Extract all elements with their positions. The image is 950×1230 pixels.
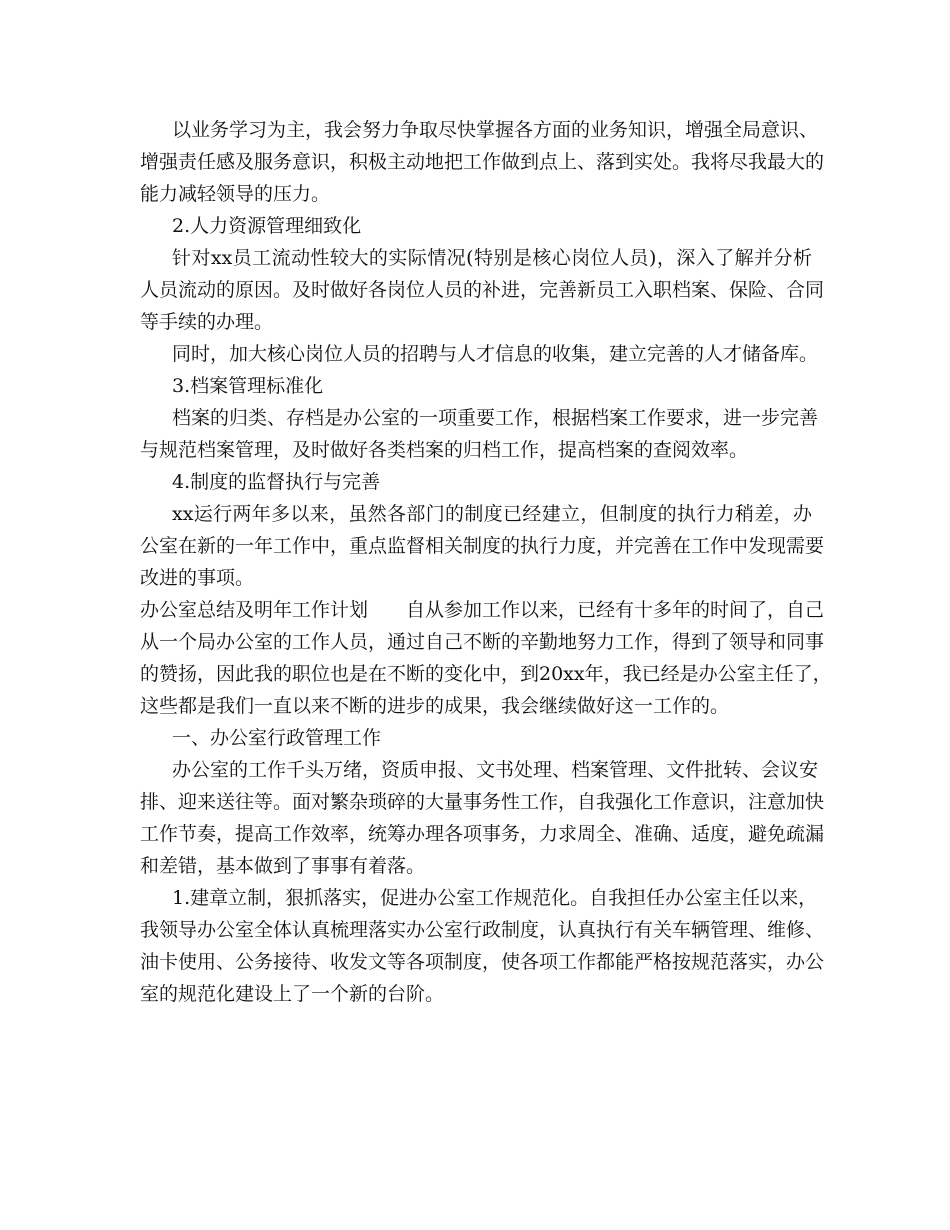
section-heading-2: 2.人力资源管理细致化 — [172, 215, 362, 237]
paragraph-line: 我领导办公室全体认真梳理落实办公室行政制度，认真执行有关车辆管理、维修、 — [140, 919, 825, 941]
section-heading-3: 3.档案管理标准化 — [172, 375, 324, 397]
paragraph-line: 档案的归类、存档是办公室的一项重要工作，根据档案工作要求，进一步完善 — [172, 407, 819, 429]
paragraph-line: 与规范档案管理，及时做好各类档案的归档工作，提高档案的查阅效率。 — [140, 439, 749, 461]
paragraph-line: 同时，加大核心岗位人员的招聘与人才信息的收集，建立完善的人才储备库。 — [172, 343, 819, 365]
document-body — [140, 114, 832, 1010]
paragraph-line: 以业务学习为主，我会努力争取尽快掌握各方面的业务知识，增强全局意识、 — [172, 119, 819, 141]
paragraph-line: 办公室的工作千头万绪，资质申报、文书处理、档案管理、文件批转、会议安 — [172, 759, 819, 781]
paragraph-line: 从一个局办公室的工作人员，通过自己不断的辛勤地努力工作，得到了领导和同事 — [140, 631, 825, 653]
paragraph-line: 工作节奏，提高工作效率，统筹办理各项事务，力求周全、准确、适度，避免疏漏 — [140, 823, 825, 845]
section-heading-4: 4.制度的监督执行与完善 — [172, 471, 381, 493]
section-heading-1: 一、办公室行政管理工作 — [172, 727, 382, 749]
paragraph-line: 室的规范化建设上了一个新的台阶。 — [140, 983, 445, 1005]
paragraph-line: 公室在新的一年工作中，重点监督相关制度的执行力度，并完善在工作中发现需要 — [140, 535, 825, 557]
paragraph-line: 1.建章立制，狠抓落实，促进办公室工作规范化。自我担任办公室主任以来， — [172, 887, 818, 909]
paragraph-line: xx运行两年多以来，虽然各部门的制度已经建立，但制度的执行力稍差，办 — [172, 503, 812, 525]
paragraph-line: 增强责任感及服务意识，积极主动地把工作做到点上、落到实处。我将尽我最大的 — [140, 151, 825, 173]
paragraph-line: 人员流动的原因。及时做好各岗位人员的补进，完善新员工入职档案、保险、合同 — [140, 279, 825, 301]
paragraph-line: 和差错，基本做到了事事有着落。 — [140, 855, 426, 877]
paragraph-line: 排、迎来送往等。面对繁杂琐碎的大量事务性工作，自我强化工作意识，注意加快 — [140, 791, 825, 813]
paragraph-line: 能力减轻领导的压力。 — [140, 183, 331, 205]
paragraph-line: 改进的事项。 — [140, 567, 255, 589]
paragraph-line: 的赞扬，因此我的职位也是在不断的变化中，到20xx年，我已经是办公室主任了， — [140, 663, 832, 685]
paragraph-line: 等手续的办理。 — [140, 311, 274, 333]
paragraph-line: 针对xx员工流动性较大的实际情况(特别是核心岗位人员)，深入了解并分析 — [172, 247, 812, 269]
document-title-line: 办公室总结及明年工作计划 自从参加工作以来，已经有十多年的时间了，自己 — [140, 599, 825, 621]
paragraph-line: 油卡使用、公务接待、收发文等各项制度，使各项工作都能严格按规范落实，办公 — [140, 951, 825, 973]
paragraph-line: 这些都是我们一直以来不断的进步的成果，我会继续做好这一工作的。 — [140, 695, 730, 717]
